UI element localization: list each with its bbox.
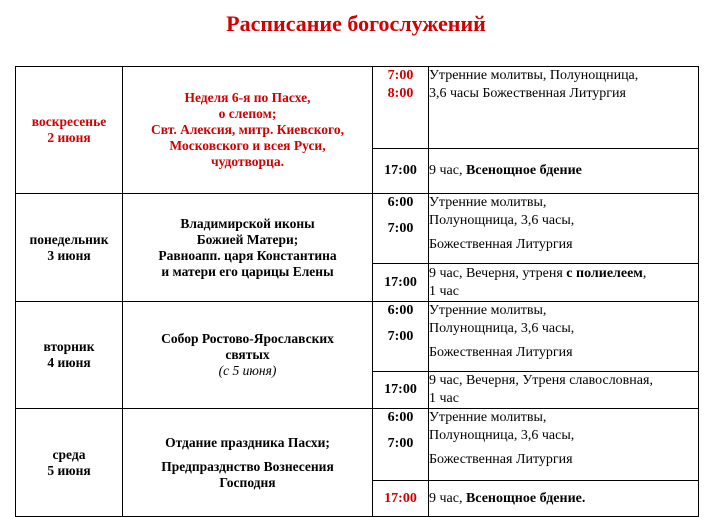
service-cell <box>429 67 699 149</box>
time-cell <box>373 67 429 149</box>
time-cell <box>373 481 429 517</box>
service-line: Полунощница, 3,6 часы, <box>429 213 575 228</box>
day-cell <box>16 67 123 194</box>
day-cell <box>16 194 123 302</box>
service-cell <box>429 264 699 302</box>
day-name: среда <box>52 446 86 462</box>
service-line: Утренние молитвы, <box>429 195 547 210</box>
feast-line: святых <box>225 347 270 362</box>
day-cell <box>16 409 123 517</box>
service-time: 6:00 <box>387 195 414 210</box>
service-cell <box>429 194 699 264</box>
feast-line: Равноапп. царя Константина <box>158 247 337 263</box>
feast-line: Божией Матери; <box>196 231 299 247</box>
day-date: 3 июня <box>47 247 91 263</box>
schedule-row-sunday-morning <box>16 67 699 149</box>
day-date: 5 июня <box>47 462 91 478</box>
feast-line: и матери его царицы Елены <box>161 263 334 279</box>
service-time: 7:00 <box>387 329 414 344</box>
day-date: 4 июня <box>47 355 91 370</box>
service-time: 7:00 <box>387 221 414 236</box>
time-cell <box>373 149 429 194</box>
service-text: 9 час, Вечерня, утреня <box>429 265 567 281</box>
time-cell <box>373 409 429 481</box>
time-cell <box>373 194 429 264</box>
service-line: Полунощница, 3,6 часы, <box>429 321 575 336</box>
service-text-bold: Всенощное бдение. <box>465 490 586 506</box>
service-line: 1 час <box>429 283 459 299</box>
day-name: понедельник <box>29 231 109 247</box>
service-text: , <box>642 265 647 281</box>
service-text-bold: с полиелеем <box>566 265 643 281</box>
page-title: Расписание богослужений <box>226 11 486 36</box>
service-text-bold: Всенощное бдение <box>465 163 582 178</box>
service-cell <box>429 481 699 517</box>
time-cell <box>373 264 429 302</box>
feast-line: Владимирской иконы <box>180 215 315 231</box>
service-line: Утренние молитвы, Полунощница, <box>429 68 639 83</box>
service-time: 17:00 <box>384 274 417 290</box>
schedule-row-wednesday-morning <box>16 409 699 481</box>
service-line: Утренние молитвы, <box>429 303 547 318</box>
feast-cell <box>123 302 373 409</box>
service-time: 8:00 <box>387 86 414 101</box>
service-line: Божественная Литургия <box>429 237 573 252</box>
feast-line: чудотворца. <box>211 154 284 169</box>
day-name: вторник <box>43 339 95 354</box>
feast-line: Предпразднство Вознесения <box>161 458 334 474</box>
service-cell <box>429 409 699 481</box>
feast-line: Собор Ростово-Ярославских <box>161 331 334 346</box>
service-text: 9 час, <box>429 163 466 178</box>
feast-line: Московского и всея Руси, <box>169 138 326 153</box>
service-line: Божественная Литургия <box>429 345 573 360</box>
service-time: 17:00 <box>384 490 417 506</box>
service-line: 1 час <box>429 391 459 406</box>
feast-line: Свт. Алексия, митр. Киевского, <box>151 122 344 137</box>
service-cell <box>429 372 699 409</box>
service-time: 17:00 <box>384 163 417 178</box>
service-line: 9 час, Вечерня, Утреня славословная, <box>429 373 653 388</box>
service-cell <box>429 149 699 194</box>
service-line: Утренние молитвы, <box>429 410 547 425</box>
feast-cell <box>123 67 373 194</box>
schedule-table <box>15 66 699 517</box>
time-cell <box>373 372 429 409</box>
feast-line: о слепом; <box>218 106 277 121</box>
service-time: 6:00 <box>387 410 414 425</box>
feast-note: (с 5 июня) <box>218 363 277 378</box>
schedule-row-monday-morning <box>16 194 699 264</box>
feast-line: Отдание праздника Пасхи; <box>165 434 330 450</box>
feast-line: Неделя 6-я по Пасхе, <box>184 90 311 105</box>
service-cell <box>429 302 699 372</box>
service-line: Божественная Литургия <box>429 452 573 467</box>
time-cell <box>373 302 429 372</box>
service-line: Полунощница, 3,6 часы, <box>429 428 575 443</box>
service-time: 7:00 <box>387 68 414 83</box>
schedule-row-tuesday-morning <box>16 302 699 372</box>
day-date: 2 июня <box>47 130 91 145</box>
service-time: 7:00 <box>387 436 414 451</box>
feast-cell <box>123 194 373 302</box>
service-text: 9 час, <box>429 490 466 506</box>
feast-cell <box>123 409 373 517</box>
feast-line: Господня <box>219 474 276 490</box>
day-name: воскресенье <box>31 114 107 129</box>
service-line: 3,6 часы Божественная Литургия <box>429 86 626 101</box>
service-time: 17:00 <box>384 382 417 397</box>
service-time: 6:00 <box>387 303 414 318</box>
day-cell <box>16 302 123 409</box>
